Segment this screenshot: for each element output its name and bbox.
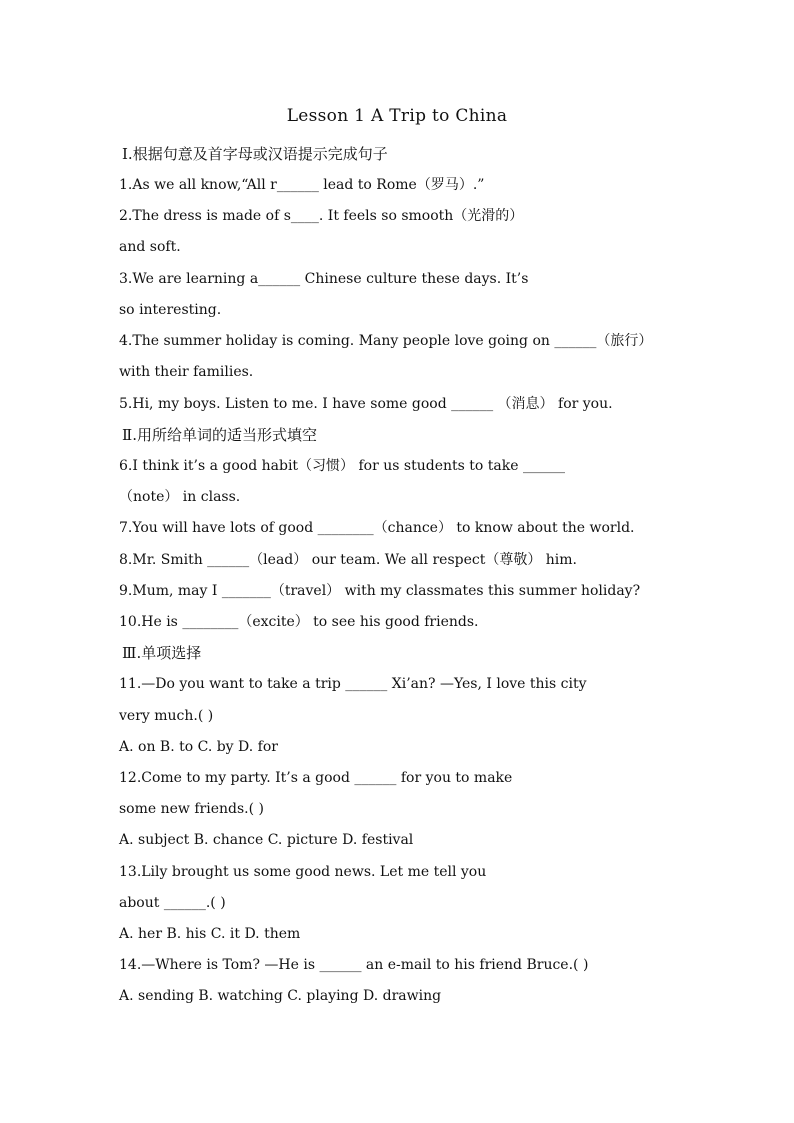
question-8: 8.Mr. Smith ______（lead） our team. We all respect（尊敬） him. bbox=[119, 552, 578, 568]
question-14: 14.—Where is Tom? —He is ______ an e-mail to his friend Bruce.( ) bbox=[119, 957, 589, 973]
question-12-continued: some new friends.( ) bbox=[119, 801, 264, 817]
question-3-continued: so interesting. bbox=[119, 302, 222, 318]
question-13-options: A. her B. his C. it D. them bbox=[119, 926, 301, 942]
question-12-options: A. subject B. chance C. picture D. festival bbox=[119, 832, 414, 848]
section-heading-3: Ⅲ.单项选择 bbox=[122, 644, 202, 662]
section-heading-2: Ⅱ.用所给单词的适当形式填空 bbox=[122, 426, 317, 444]
question-6-continued: （note） in class. bbox=[119, 489, 241, 505]
question-13: 13.Lily brought us some good news. Let me tell you bbox=[119, 864, 487, 880]
question-11: 11.—Do you want to take a trip ______ Xi’an? —Yes, I love this city bbox=[119, 676, 587, 692]
question-4: 4.The summer holiday is coming. Many people love going on ______（旅行） bbox=[119, 333, 653, 349]
question-10: 10.He is ________（excite） to see his good friends. bbox=[119, 614, 479, 630]
question-2-continued: and soft. bbox=[119, 239, 181, 255]
question-3: 3.We are learning a______ Chinese culture these days. It’s bbox=[119, 271, 529, 287]
question-4-continued: with their families. bbox=[119, 364, 254, 380]
question-11-continued: very much.( ) bbox=[119, 708, 214, 724]
question-6: 6.I think it’s a good habit（习惯） for us students to take ______ bbox=[119, 458, 565, 474]
question-9: 9.Mum, may I _______（travel） with my classmates this summer holiday? bbox=[119, 583, 641, 599]
section-heading-1: Ⅰ.根据句意及首字母或汉语提示完成句子 bbox=[122, 145, 388, 163]
question-7: 7.You will have lots of good ________（chance） to know about the world. bbox=[119, 520, 635, 536]
question-12: 12.Come to my party. It’s a good ______ for you to make bbox=[119, 770, 513, 786]
question-11-options: A. on B. to C. by D. for bbox=[119, 739, 278, 755]
page-title: Lesson 1 A Trip to China bbox=[286, 106, 508, 126]
question-1: 1.As we all know,“All r______ lead to Rome（罗马）.” bbox=[119, 177, 485, 193]
question-14-options: A. sending B. watching C. playing D. drawing bbox=[119, 988, 442, 1004]
question-5: 5.Hi, my boys. Listen to me. I have some good ______ （消息） for you. bbox=[119, 396, 613, 412]
question-2: 2.The dress is made of s____. It feels so smooth（光滑的） bbox=[119, 208, 524, 224]
question-13-continued: about ______.( ) bbox=[119, 895, 226, 911]
